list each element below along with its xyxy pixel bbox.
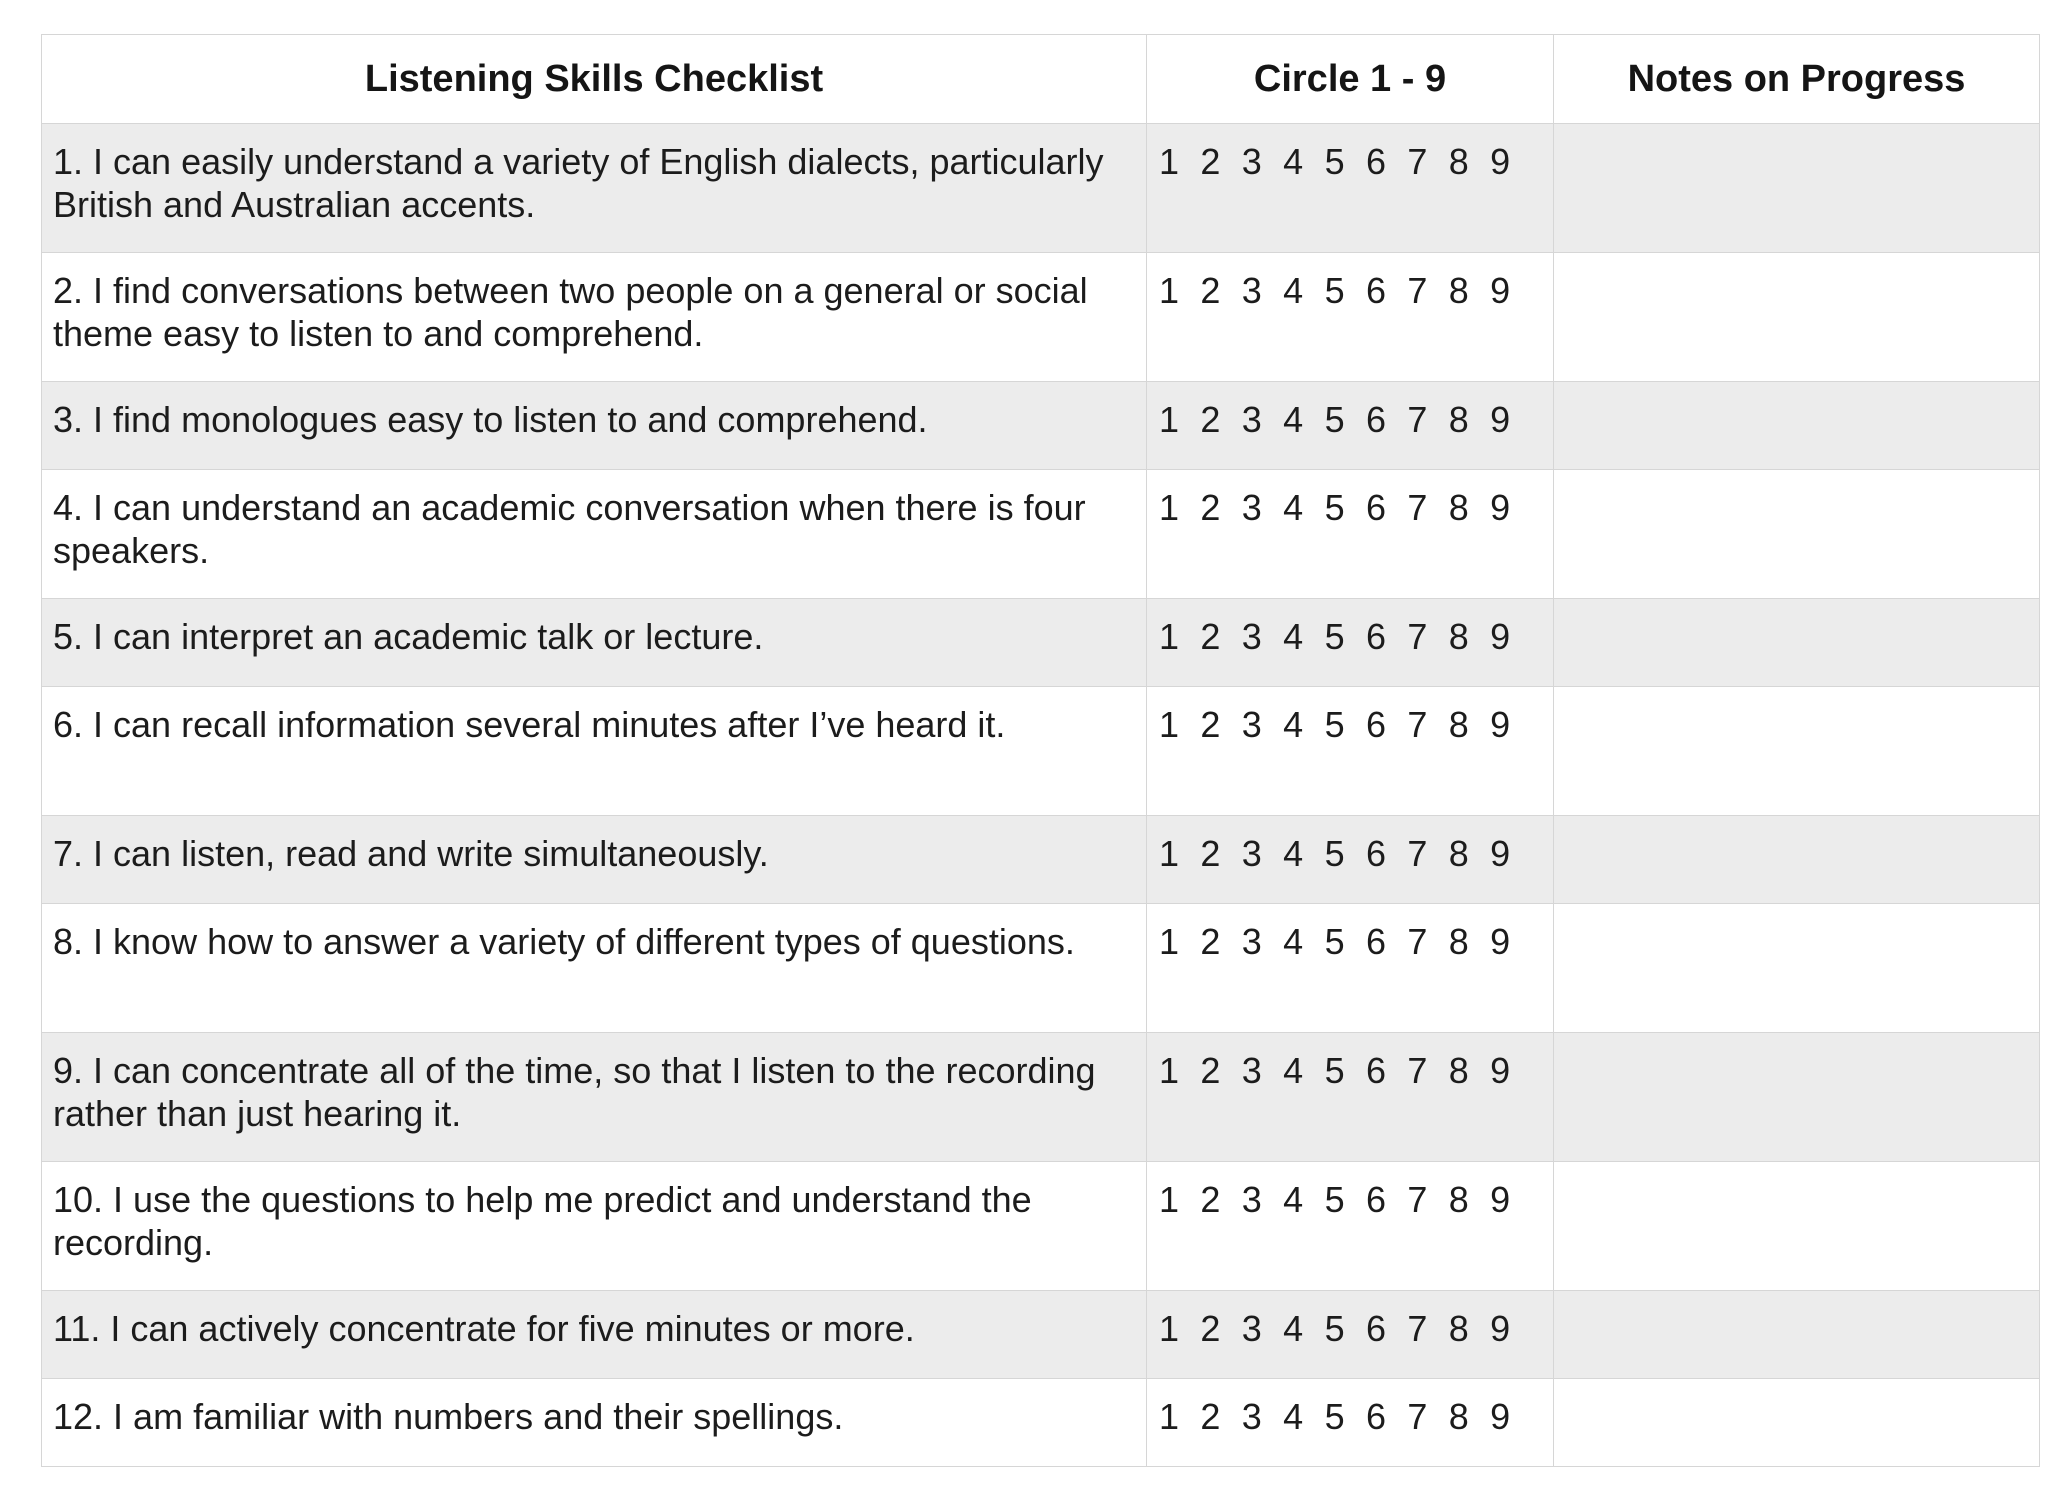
rating-option[interactable]: 8 bbox=[1448, 487, 1469, 528]
rating-option[interactable]: 6 bbox=[1365, 833, 1386, 874]
rating-scale bbox=[1159, 1178, 1553, 1221]
table-row bbox=[42, 1162, 2040, 1291]
rating-option[interactable]: 9 bbox=[1490, 1308, 1511, 1349]
rating-option[interactable]: 2 bbox=[1200, 921, 1221, 962]
rating-option[interactable]: 9 bbox=[1490, 833, 1511, 874]
rating-option[interactable]: 3 bbox=[1241, 399, 1262, 440]
rating-option[interactable]: 4 bbox=[1283, 704, 1304, 745]
rating-option[interactable]: 7 bbox=[1407, 616, 1428, 657]
rating-option[interactable]: 5 bbox=[1324, 833, 1345, 874]
rating-option[interactable]: 7 bbox=[1407, 141, 1428, 182]
rating-option[interactable]: 6 bbox=[1365, 141, 1386, 182]
checklist-item-text: 7. I can listen, read and write simultaneously. bbox=[42, 816, 1147, 904]
checklist-item-text: 2. I find conversations between two people on a general or social theme easy to listen to and comprehend. bbox=[42, 253, 1147, 382]
rating-option[interactable]: 2 bbox=[1200, 1050, 1221, 1091]
header-checklist: Listening Skills Checklist bbox=[42, 35, 1147, 124]
rating-option[interactable]: 3 bbox=[1241, 833, 1262, 874]
rating-scale-cell bbox=[1147, 253, 1554, 382]
table-row bbox=[42, 904, 2040, 1033]
rating-option[interactable]: 2 bbox=[1200, 270, 1221, 311]
rating-option[interactable]: 9 bbox=[1490, 616, 1511, 657]
listening-skills-table bbox=[41, 34, 2040, 1467]
checklist-item-text: 6. I can recall information several minutes after I’ve heard it. bbox=[42, 687, 1147, 816]
rating-option[interactable]: 7 bbox=[1407, 1308, 1428, 1349]
checklist-item-text: 3. I find monologues easy to listen to and comprehend. bbox=[42, 382, 1147, 470]
rating-option[interactable]: 3 bbox=[1241, 270, 1262, 311]
rating-scale bbox=[1159, 398, 1553, 441]
rating-option[interactable]: 8 bbox=[1448, 270, 1469, 311]
rating-option[interactable]: 2 bbox=[1200, 1396, 1221, 1437]
rating-option[interactable]: 6 bbox=[1365, 1179, 1386, 1220]
rating-option[interactable]: 5 bbox=[1324, 704, 1345, 745]
rating-option[interactable]: 2 bbox=[1200, 833, 1221, 874]
rating-scale-cell bbox=[1147, 816, 1554, 904]
rating-option[interactable]: 9 bbox=[1490, 487, 1511, 528]
rating-option[interactable]: 7 bbox=[1407, 399, 1428, 440]
notes-cell[interactable] bbox=[1554, 687, 2040, 816]
checklist-item-text: 9. I can concentrate all of the time, so that I listen to the recording rather than just hearing it. bbox=[42, 1033, 1147, 1162]
rating-option[interactable]: 1 bbox=[1159, 616, 1180, 657]
rating-option[interactable]: 3 bbox=[1241, 1179, 1262, 1220]
rating-option[interactable]: 8 bbox=[1448, 616, 1469, 657]
rating-option[interactable]: 1 bbox=[1159, 704, 1180, 745]
rating-option[interactable]: 2 bbox=[1200, 487, 1221, 528]
rating-option[interactable]: 1 bbox=[1159, 1308, 1180, 1349]
rating-option[interactable]: 4 bbox=[1283, 833, 1304, 874]
rating-option[interactable]: 3 bbox=[1241, 1396, 1262, 1437]
rating-option[interactable]: 6 bbox=[1365, 616, 1386, 657]
rating-option[interactable]: 6 bbox=[1365, 487, 1386, 528]
rating-option[interactable]: 4 bbox=[1283, 616, 1304, 657]
rating-scale bbox=[1159, 703, 1553, 746]
checklist-item-text: 10. I use the questions to help me predict and understand the recording. bbox=[42, 1162, 1147, 1291]
rating-option[interactable]: 9 bbox=[1490, 921, 1511, 962]
rating-option[interactable]: 8 bbox=[1448, 141, 1469, 182]
rating-scale bbox=[1159, 1049, 1553, 1092]
rating-option[interactable]: 9 bbox=[1490, 1050, 1511, 1091]
rating-option[interactable]: 9 bbox=[1490, 270, 1511, 311]
rating-scale bbox=[1159, 1395, 1553, 1438]
rating-option[interactable]: 1 bbox=[1159, 1396, 1180, 1437]
rating-option[interactable]: 1 bbox=[1159, 921, 1180, 962]
checklist-item-text: 4. I can understand an academic conversation when there is four speakers. bbox=[42, 470, 1147, 599]
rating-option[interactable]: 5 bbox=[1324, 1179, 1345, 1220]
rating-option[interactable]: 1 bbox=[1159, 487, 1180, 528]
rating-option[interactable]: 5 bbox=[1324, 616, 1345, 657]
rating-scale-cell bbox=[1147, 1291, 1554, 1379]
notes-cell[interactable] bbox=[1554, 1162, 2040, 1291]
rating-option[interactable]: 4 bbox=[1283, 1050, 1304, 1091]
rating-option[interactable]: 4 bbox=[1283, 141, 1304, 182]
rating-option[interactable]: 4 bbox=[1283, 1179, 1304, 1220]
rating-option[interactable]: 7 bbox=[1407, 833, 1428, 874]
rating-option[interactable]: 6 bbox=[1365, 270, 1386, 311]
rating-option[interactable]: 3 bbox=[1241, 1308, 1262, 1349]
rating-option[interactable]: 2 bbox=[1200, 616, 1221, 657]
rating-option[interactable]: 9 bbox=[1490, 1179, 1511, 1220]
rating-option[interactable]: 4 bbox=[1283, 921, 1304, 962]
header-row bbox=[42, 35, 2040, 124]
rating-scale-cell bbox=[1147, 687, 1554, 816]
rating-scale bbox=[1159, 269, 1553, 312]
rating-option[interactable]: 8 bbox=[1448, 1050, 1469, 1091]
rating-option[interactable]: 1 bbox=[1159, 270, 1180, 311]
rating-option[interactable]: 1 bbox=[1159, 141, 1180, 182]
rating-option[interactable]: 7 bbox=[1407, 704, 1428, 745]
rating-scale-cell bbox=[1147, 599, 1554, 687]
rating-option[interactable]: 6 bbox=[1365, 704, 1386, 745]
notes-cell[interactable] bbox=[1554, 1379, 2040, 1467]
table-row bbox=[42, 1291, 2040, 1379]
rating-option[interactable]: 5 bbox=[1324, 270, 1345, 311]
rating-option[interactable]: 2 bbox=[1200, 704, 1221, 745]
rating-scale-cell bbox=[1147, 382, 1554, 470]
notes-cell[interactable] bbox=[1554, 253, 2040, 382]
rating-option[interactable]: 3 bbox=[1241, 141, 1262, 182]
rating-option[interactable]: 3 bbox=[1241, 616, 1262, 657]
rating-option[interactable]: 9 bbox=[1490, 704, 1511, 745]
rating-option[interactable]: 6 bbox=[1365, 1308, 1386, 1349]
table-row bbox=[42, 599, 2040, 687]
rating-option[interactable]: 2 bbox=[1200, 399, 1221, 440]
notes-cell[interactable] bbox=[1554, 816, 2040, 904]
checklist-rows bbox=[42, 124, 2040, 1467]
notes-cell[interactable] bbox=[1554, 1291, 2040, 1379]
rating-option[interactable]: 7 bbox=[1407, 921, 1428, 962]
table-row bbox=[42, 1379, 2040, 1467]
rating-option[interactable]: 9 bbox=[1490, 399, 1511, 440]
rating-option[interactable]: 5 bbox=[1324, 921, 1345, 962]
rating-option[interactable]: 1 bbox=[1159, 833, 1180, 874]
table-row bbox=[42, 687, 2040, 816]
rating-option[interactable]: 9 bbox=[1490, 141, 1511, 182]
rating-option[interactable]: 8 bbox=[1448, 921, 1469, 962]
notes-cell[interactable] bbox=[1554, 904, 2040, 1033]
checklist-item-text: 12. I am familiar with numbers and their spellings. bbox=[42, 1379, 1147, 1467]
notes-cell[interactable] bbox=[1554, 124, 2040, 253]
checklist-item-text: 11. I can actively concentrate for five minutes or more. bbox=[42, 1291, 1147, 1379]
notes-cell[interactable] bbox=[1554, 470, 2040, 599]
table-row bbox=[42, 816, 2040, 904]
table-row bbox=[42, 382, 2040, 470]
rating-option[interactable]: 8 bbox=[1448, 1179, 1469, 1220]
notes-cell[interactable] bbox=[1554, 382, 2040, 470]
rating-option[interactable]: 8 bbox=[1448, 399, 1469, 440]
rating-option[interactable]: 3 bbox=[1241, 921, 1262, 962]
rating-scale bbox=[1159, 615, 1553, 658]
rating-option[interactable]: 8 bbox=[1448, 1396, 1469, 1437]
rating-scale-cell bbox=[1147, 1379, 1554, 1467]
rating-option[interactable]: 1 bbox=[1159, 1179, 1180, 1220]
rating-option[interactable]: 7 bbox=[1407, 270, 1428, 311]
rating-option[interactable]: 5 bbox=[1324, 1308, 1345, 1349]
checklist-item-text: 8. I know how to answer a variety of different types of questions. bbox=[42, 904, 1147, 1033]
rating-option[interactable]: 3 bbox=[1241, 1050, 1262, 1091]
rating-option[interactable]: 2 bbox=[1200, 1179, 1221, 1220]
rating-option[interactable]: 3 bbox=[1241, 487, 1262, 528]
rating-option[interactable]: 2 bbox=[1200, 1308, 1221, 1349]
rating-option[interactable]: 4 bbox=[1283, 270, 1304, 311]
rating-option[interactable]: 5 bbox=[1324, 1396, 1345, 1437]
notes-cell[interactable] bbox=[1554, 1033, 2040, 1162]
rating-option[interactable]: 3 bbox=[1241, 704, 1262, 745]
rating-option[interactable]: 8 bbox=[1448, 1308, 1469, 1349]
rating-option[interactable]: 7 bbox=[1407, 1396, 1428, 1437]
rating-option[interactable]: 6 bbox=[1365, 921, 1386, 962]
rating-option[interactable]: 5 bbox=[1324, 487, 1345, 528]
rating-scale bbox=[1159, 1307, 1553, 1350]
rating-scale-cell bbox=[1147, 1033, 1554, 1162]
rating-option[interactable]: 1 bbox=[1159, 399, 1180, 440]
rating-option[interactable]: 4 bbox=[1283, 399, 1304, 440]
rating-option[interactable]: 5 bbox=[1324, 399, 1345, 440]
checklist-item-text: 1. I can easily understand a variety of English dialects, particularly British and Australian accents. bbox=[42, 124, 1147, 253]
rating-option[interactable]: 7 bbox=[1407, 487, 1428, 528]
rating-option[interactable]: 4 bbox=[1283, 1308, 1304, 1349]
notes-cell[interactable] bbox=[1554, 599, 2040, 687]
rating-scale-cell bbox=[1147, 904, 1554, 1033]
rating-scale-cell bbox=[1147, 124, 1554, 253]
rating-option[interactable]: 5 bbox=[1324, 1050, 1345, 1091]
rating-scale bbox=[1159, 832, 1553, 875]
rating-scale-cell bbox=[1147, 1162, 1554, 1291]
header-notes: Notes on Progress bbox=[1554, 35, 2040, 124]
table-row bbox=[42, 253, 2040, 382]
table-row bbox=[42, 470, 2040, 599]
rating-option[interactable]: 2 bbox=[1200, 141, 1221, 182]
rating-option[interactable]: 9 bbox=[1490, 1396, 1511, 1437]
checklist-item-text: 5. I can interpret an academic talk or lecture. bbox=[42, 599, 1147, 687]
rating-option[interactable]: 6 bbox=[1365, 1050, 1386, 1091]
table-row bbox=[42, 124, 2040, 253]
rating-option[interactable]: 5 bbox=[1324, 141, 1345, 182]
rating-option[interactable]: 4 bbox=[1283, 1396, 1304, 1437]
rating-option[interactable]: 6 bbox=[1365, 399, 1386, 440]
rating-scale bbox=[1159, 920, 1553, 963]
rating-option[interactable]: 1 bbox=[1159, 1050, 1180, 1091]
rating-option[interactable]: 8 bbox=[1448, 704, 1469, 745]
rating-option[interactable]: 8 bbox=[1448, 833, 1469, 874]
rating-scale bbox=[1159, 140, 1553, 183]
rating-option[interactable]: 4 bbox=[1283, 487, 1304, 528]
rating-option[interactable]: 7 bbox=[1407, 1050, 1428, 1091]
header-scale: Circle 1 - 9 bbox=[1147, 35, 1554, 124]
rating-scale-cell bbox=[1147, 470, 1554, 599]
rating-scale bbox=[1159, 486, 1553, 529]
rating-option[interactable]: 7 bbox=[1407, 1179, 1428, 1220]
rating-option[interactable]: 6 bbox=[1365, 1396, 1386, 1437]
table-row bbox=[42, 1033, 2040, 1162]
